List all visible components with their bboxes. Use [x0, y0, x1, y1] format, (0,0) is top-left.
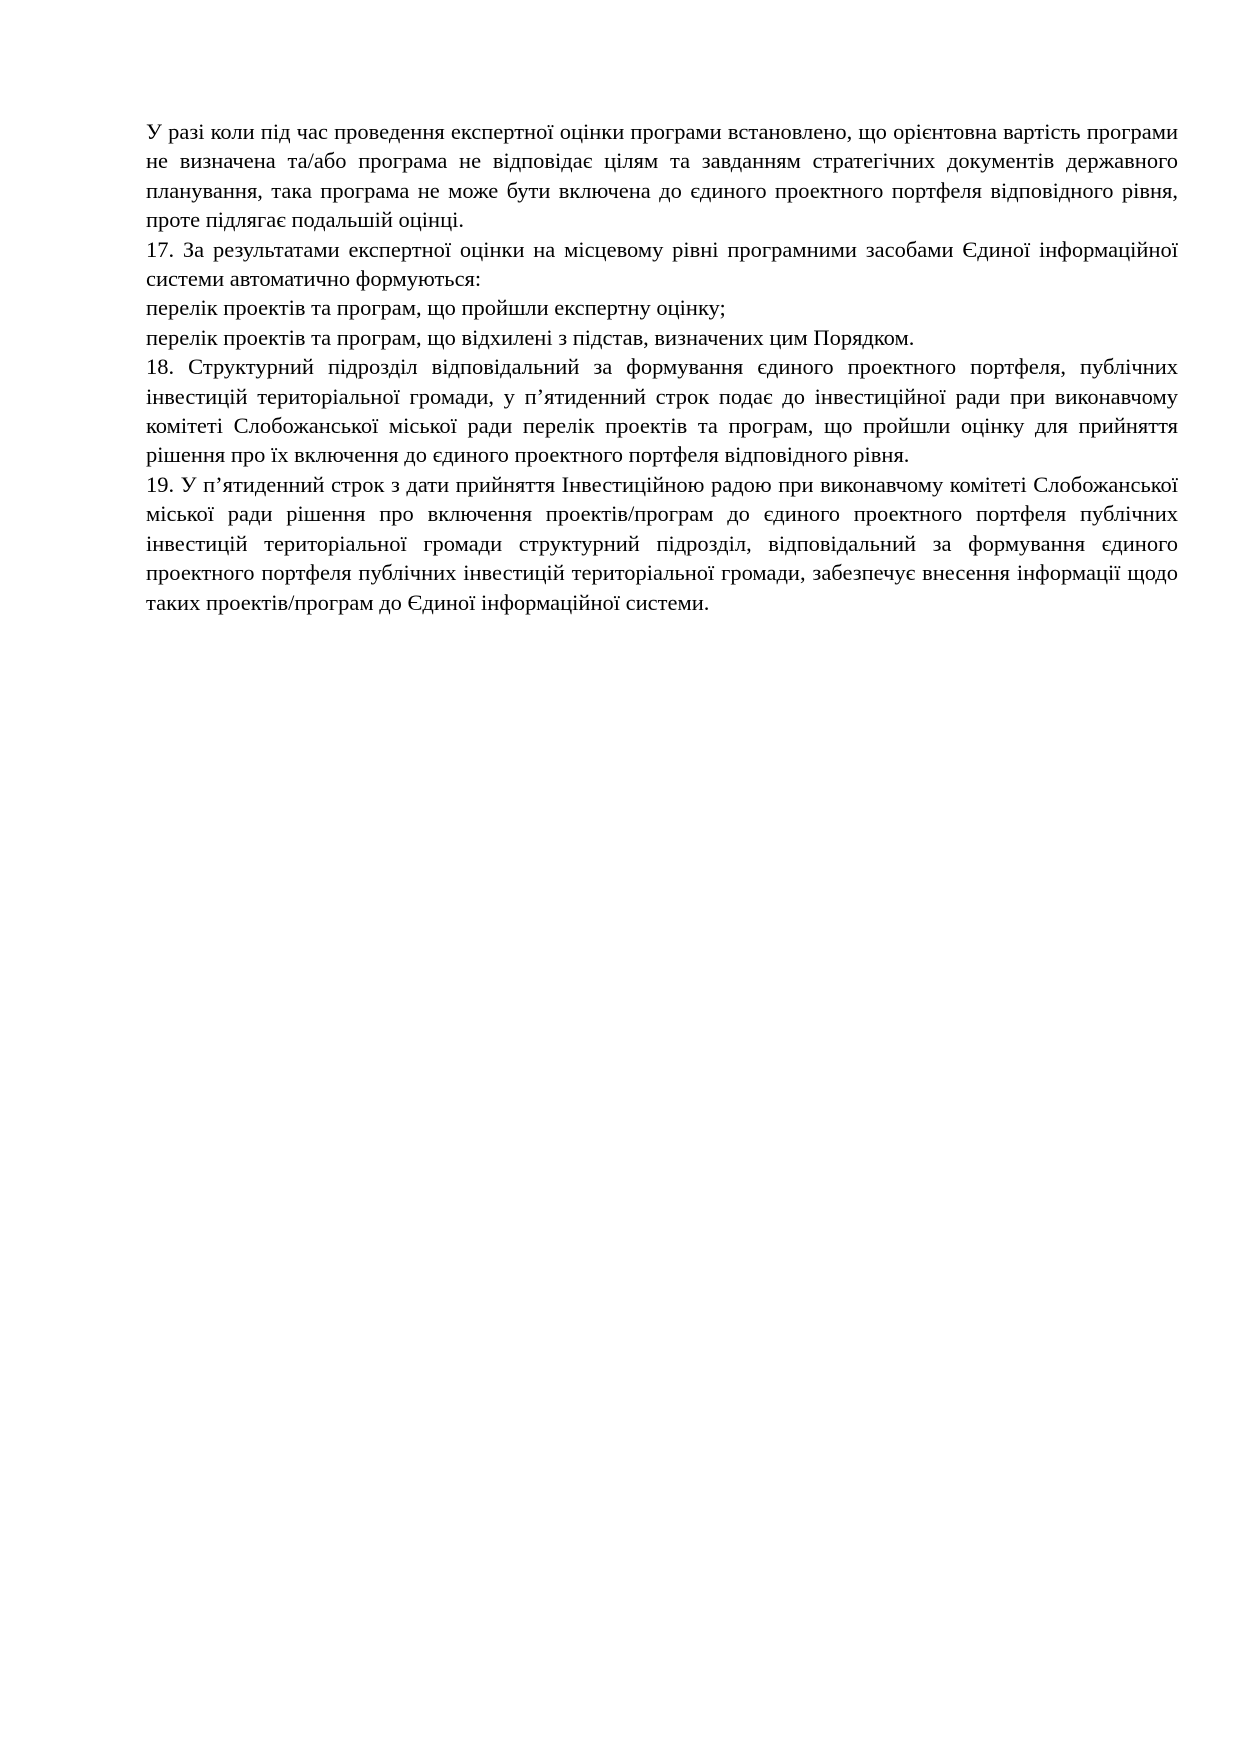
paragraph-19: 19. У п’ятиденний строк з дати прийняття Інвестиційною радою при виконавчому комітеті Слобожанської міської ради рішення про включення проектів/програм до єдиного проектного портфеля публічних інвестицій територіальної громади структурний підрозділ, відповідальний за формування єдиного проектного портфеля публічних інвестицій територіальної громади, забезпечує внесення інформації щодо таких проектів/програм до Єдиної інформаційної системи.: [146, 471, 1178, 615]
paragraph-18: 18. Структурний підрозділ відповідальний за формування єдиного проектного портфеля, публічних інвестицій територіальної громади, у п’ятиденний строк подає до інвестиційної ради при виконавчому комітеті Слобожанської міської ради перелік проектів та програм, що пройшли оцінку для прийняття рішення про їх включення до єдиного проектного портфеля відповідного рівня.: [146, 354, 1178, 468]
paragraph-cost-not-defined: У разі коли під час проведення експертної оцінки програми встановлено, що орієнтовна вартість програми не визначена та/або програма не відповідає цілям та завданням стратегічних документів державного планування, така програма не може бути включена до єдиного проектного портфеля відповідного рівня, проте підлягає подальшій оцінці.: [146, 119, 1178, 233]
document-page: [146, 117, 1178, 617]
list-item-rejected: перелік проектів та програм, що відхилені з підстав, визначених цим Порядком.: [146, 324, 915, 350]
list-item-passed: перелік проектів та програм, що пройшли експертну оцінку;: [146, 295, 726, 321]
paragraph-17: 17. За результатами експертної оцінки на місцевому рівні програмними засобами Єдиної інформаційної системи автоматично формуються:: [146, 236, 1178, 292]
